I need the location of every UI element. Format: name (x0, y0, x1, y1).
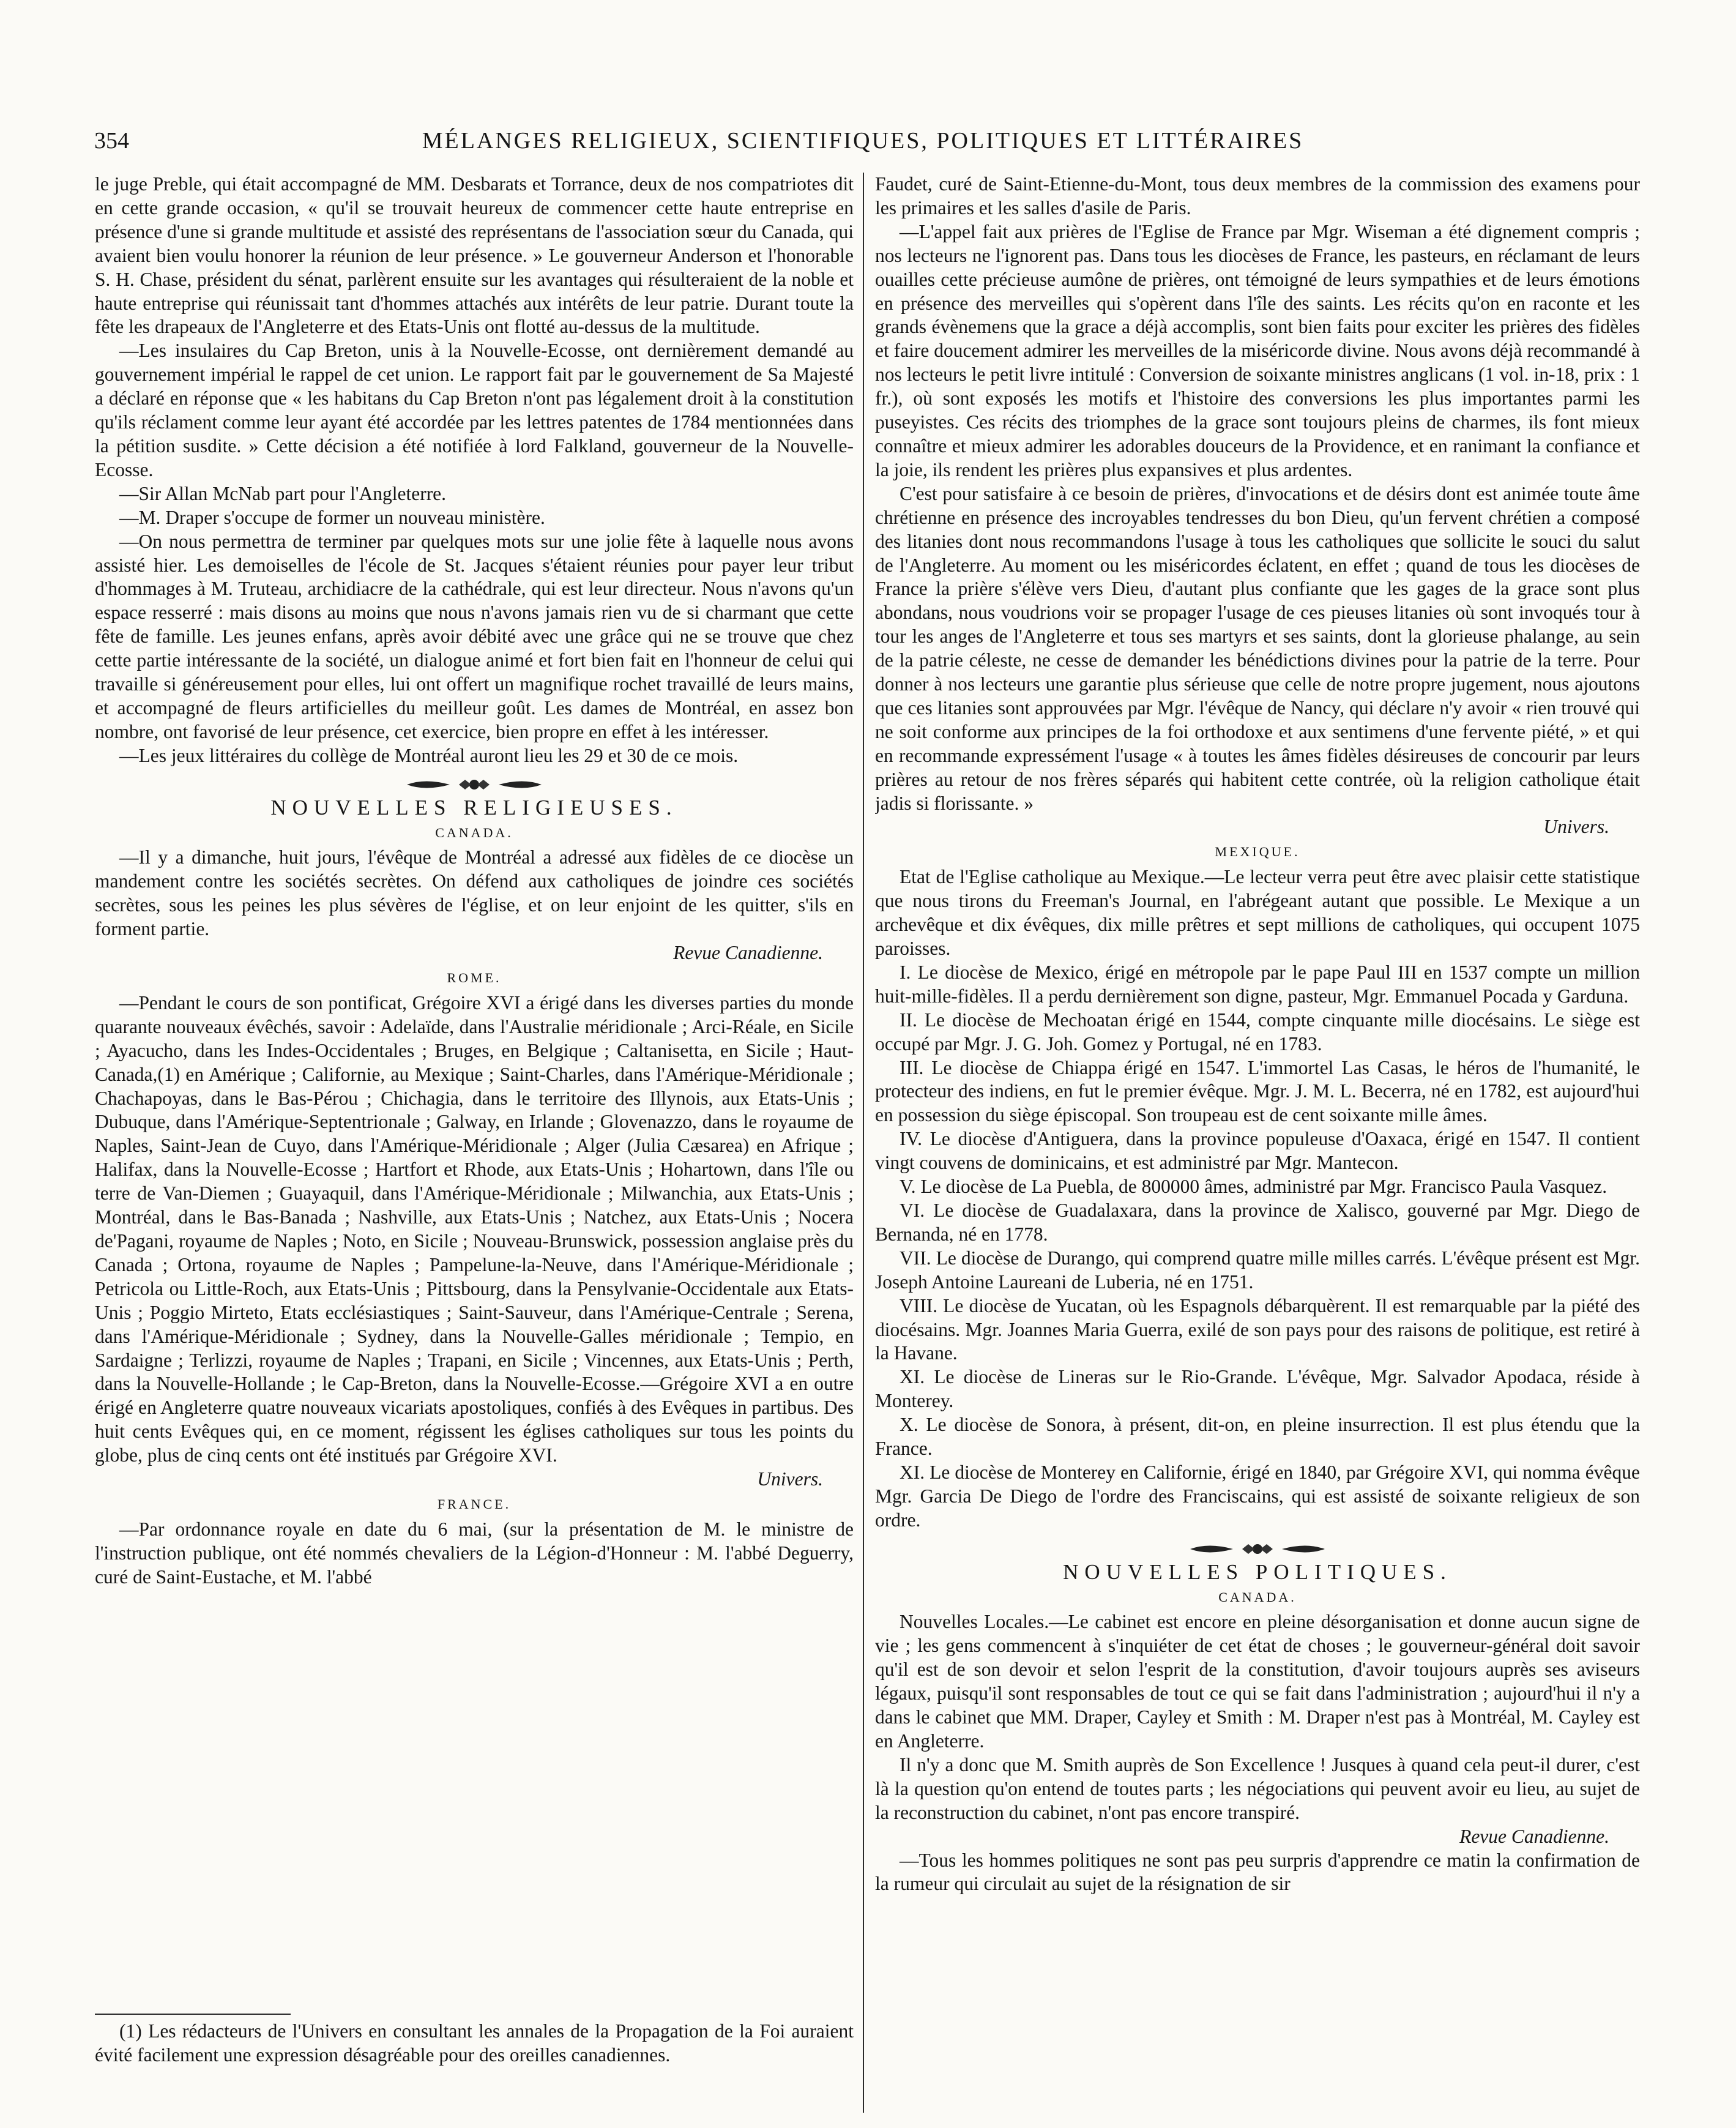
ornament-divider (401, 777, 548, 793)
sub-heading-canada: CANADA. (435, 824, 513, 840)
section-heading-nouvelles-politiques: NOUVELLES POLITIQUES. (1063, 1559, 1452, 1584)
footnote-text: (1) Les rédacteurs de l'Univers en consultant les annales de la Propagation de la Foi auraient évité facilement une expression désagréable pour des oreilles canadiennes. (95, 2020, 854, 2066)
paragraph: Nouvelles Locales.—Le cabinet est encore en pleine désorganisation et donne aucun signe de vie ; les gens commencent à s'inquiéter de cet état de choses ; le gouverneur-général doit savoir qu'il est de son devoir et selon l'esprit de la constitution, d'avoir toujours auprès ses aviseurs légaux, puisqu'il sont responsables de tout ce qui se fait dans l'administration ; aujourd'hui il n'y a dans le cabinet que MM. Draper, Cayley et Smith : M. Draper n'est pas à Montréal, M. Cayley est en Angleterre. (875, 1611, 1640, 1752)
left-column (95, 173, 854, 2003)
paragraph: Il n'y a donc que M. Smith auprès de Son Excellence ! Jusques à quand cela peut-il durer, c'est là la question qu'on entend de toutes parts ; les négociations qui peuvent avoir eu lieu, au sujet de la reconstruction du cabinet, n'ont pas encore transpiré. (875, 1753, 1640, 1823)
sub-heading-france: FRANCE. (437, 1496, 512, 1512)
diocese-entry: X. Le diocèse de Sonora, à présent, dit-on, en pleine insurrection. Il est plus étendu que la France. (875, 1414, 1640, 1460)
paragraph: —Il y a dimanche, huit jours, l'évêque de Montréal a adressé aux fidèles de ce diocèse un mandement contre les sociétés secrètes. On défend aux catholiques de joindre ces sociétés secrètes, sous les peines les plus sévères de l'église, et on leur enjoint de les quitter, s'ils en forment partie. (95, 846, 854, 940)
diocese-entry: XI. Le diocèse de Lineras sur le Rio-Grande. L'évêque, Mgr. Salvador Apodaca, réside à Monterey. (875, 1366, 1640, 1412)
diocese-entry: VI. Le diocèse de Guadalaxara, dans la province de Xalisco, gouverné par Mgr. Diego de Bernanda, né en 1778. (875, 1199, 1640, 1245)
paragraph: C'est pour satisfaire à ce besoin de prières, d'invocations et de désirs dont est animée toute âme chrétienne en présence des incroyables tendresses du bon Dieu, qu'un fervent chrétien a composé des litanies dont nous recommandons l'usage à tous les catholiques que sollicite le souci du salut de l'Angleterre. Au moment ou les miséricordes éclatent, en effet ; quand de tous les diocèses de France la prière s'élève vers Dieu, d'autant plus confiante que les gages de la grace sont plus abondans, nous voudrions voir se propager l'usage de ces pieuses litanies où sont invoqués tour à tour les anges de l'Angleterre et tous ses martyrs et ses saints, dont la glorieuse phalange, au sein de la patrie céleste, ne cesse de demander les bénédictions divines pour la patrie de la terre. Pour donner à nos lecteurs une garantie plus sérieuse que celle de notre propre jugement, nous ajoutons que ces litanies sont approuvées par Mgr. l'évêque de Nancy, qui déclare n'y avoir « rien trouvé qui ne soit conforme aux principes de la foi orthodoxe et aux sentimens d'une fervente piété, » et qui en recommande expressément l'usage « à toutes les âmes fidèles désireuses de concourir par leurs prières au retour de nos frères séparés qui habitent cette contrée, où la religion catholique était jadis si florissante. » (875, 482, 1640, 814)
diocese-entry: XI. Le diocèse de Monterey en Californie, érigé en 1840, par Grégoire XVI, qui nomma évêque Mgr. Garcia De Diego de l'ordre des Franciscains, qui est assisté de soixante religieux de son ordre. (875, 1461, 1640, 1531)
paragraph: Etat de l'Eglise catholique au Mexique.—Le lecteur verra peut être avec plaisir cette statistique que nous tirons du Freeman's Journal, en l'abrégeant autant que possible. Le Mexique a un archevêque et dix évêques, dix mille prêtres et sept millions de catholiques, qui occupent 1075 paroisses. (875, 866, 1640, 959)
source-attribution: Revue Canadienne. (673, 942, 823, 964)
paragraph: —Pendant le cours de son pontificat, Grégoire XVI a érigé dans les diverses parties du monde quarante nouveaux évêchés, savoir : Adelaïde, dans l'Australie méridionale ; Arci-Réale, en Sicile ; Ayacucho, dans les Indes-Occidentales ; Bruges, en Belgique ; Caltanisetta, en Sicile ; Haut-Canada,(1) en Amérique ; Californie, au Mexique ; Saint-Charles, dans l'Amérique-Méridionale ; Chachapoyas, dans le Bas-Pérou ; Chichagia, dans le territoire des Illynois, aux Etats-Unis ; Dubuque, dans l'Amérique-Septentrionale ; Galway, en Irlande ; Glovenazzo, dans le royaume de Naples, Saint-Jean de Cuyo, dans l'Amérique-Méridionale ; Alger (Julia Cæsarea) en Afrique ; Halifax, dans la Nouvelle-Ecosse ; Hartfort et Rhode, aux Etats-Unis ; Hohartown, dans l'île ou terre de Van-Diemen ; Guayaquil, dans l'Amérique-Méridionale ; Milwanchia, aux Etats-Unis ; Montréal, dans le Bas-Banada ; Nashville, aux Etats-Unis ; Natchez, aux Etats-Unis ; Nocera de'Pagani, royaume de Naples ; Noto, en Sicile ; Nouveau-Brunswick, possession anglaise près du Canada ; Ortona, royaume de Naples ; Pampelune-la-Neuve, dans l'Amérique-Méridionale ; Petricola ou Little-Roch, aux Etats-Unis ; Pittsbourg, dans la Pensylvanie-Occidentale aux Etats-Unis ; Poggio Mirteto, Etats ecclésiastiques ; Saint-Sauveur, dans l'Amérique-Centrale ; Serena, dans l'Amérique-Méridionale ; Sydney, dans la Nouvelle-Galles méridionale ; Tempio, en Sardaigne ; Terlizzi, royaume de Naples ; Trapani, en Sicile ; Vincennes, aux Etats-Unis ; Perth, dans la Nouvelle-Hollande ; le Cap-Breton, dans la Nouvelle-Ecosse.—Grégoire XVI a en outre érigé en Angleterre quatre nouveaux vicariats apostoliques, confiés à des Evêques in partibus. Des huit cents Evêques qui, en ce moment, régissent les églises catholiques sur tous les points du globe, plus de cinq cents ont été institués par Grégoire XVI. (95, 991, 854, 1466)
diocese-entry: III. Le diocèse de Chiappa érigé en 1547. L'immortel Las Casas, le héros de l'humanité, le protecteur des indiens, en fut le premier évêque. Mgr. J. M. L. Becerra, né en 1782, est aujourd'hui en possession du siège épiscopal. Son troupeau est de cent soixante mille âmes. (875, 1056, 1640, 1126)
diocese-entry: V. Le diocèse de La Puebla, de 800000 âmes, administré par Mgr. Francisco Paula Vasquez. (900, 1176, 1607, 1198)
paragraph: le juge Preble, qui était accompagné de MM. Desbarats et Torrance, deux de nos compatriotes dit en cette grande occasion, « qu'il se trouvait heureux de commencer cette haute entreprise en présence d'une si grande multitude et assisté des représentans de l'association sœur du Canada, qui avaient bien voulu honorer la réunion de leur présence. » Le gouverneur Anderson et l'honorable S. H. Chase, président du sénat, parlèrent ensuite sur les avantages qui résulteraient de la noble et haute entreprise qui réunissait tant d'hommes attachés aux intérêts de leur patrie. Durant toute la fête les drapeaux de l'Angleterre et des Etats-Unis ont flotté au-dessus de la multitude. (95, 173, 854, 338)
paragraph: —On nous permettra de terminer par quelques mots sur une jolie fête à laquelle nous avons assisté hier. Les demoiselles de l'école de St. Jacques s'étaient réunies pour payer leur tribut d'hommages à M. Truteau, archidiacre de la cathédrale, qui est leur directeur. Nous n'avons qu'un espace resserré : mais disons au moins que nous n'avons jamais rien vu de si charmant que cette fête de famille. Les jeunes enfans, après avoir débité avec une grâce qui ne se trouve que chez cette partie intéressante de la société, un dialogue animé et fort bien fait en l'honneur de celui qui travaille si généreusement pour elles, lui ont offert un magnifique rochet travaillé de leurs mains, et accompagné de fleurs artificielles du meilleur goût. Les dames de Montréal, en assez bon nombre, ont favorisé de leur présence, cet exercice, bien propre en effet à les intéresser. (95, 530, 854, 742)
paragraph: —Par ordonnance royale en date du 6 mai, (sur la présentation de M. le ministre de l'instruction publique, ont été nommés chevaliers de la Légion-d'Honneur : M. l'abbé Deguerry, curé de Saint-Eustache, et M. l'abbé (95, 1518, 854, 1588)
column-rule (863, 173, 864, 2113)
paragraph: —Les insulaires du Cap Breton, unis à la Nouvelle-Ecosse, ont dernièrement demandé au gouvernement impérial le rappel de cet union. Le rapport fait par le gouvernement de Sa Majesté a déclaré en réponse que « les habitans du Cap Breton n'ont pas légalement droit à la constitution qu'ils réclament comme leur ayant été accordée par les lettres patentes de 1784 mentionnées dans la pétition susdite. » Cette décision a été notifiée à lord Falkland, gouverneur de la Nouvelle-Ecosse. (95, 340, 854, 480)
source-attribution: Univers. (757, 1468, 823, 1490)
footnote-rule (95, 2014, 291, 2015)
diocese-entry: VIII. Le diocèse de Yucatan, où les Espagnols débarquèrent. Il est remarquable par la piété des diocésains. Mgr. Joannes Maria Guerra, exilé de son pays pour des raisons de politique, est retiré à la Havane. (875, 1294, 1640, 1364)
page-number: 354 (94, 128, 129, 154)
paragraph: —L'appel fait aux prières de l'Eglise de France par Mgr. Wiseman a été dignement compris ; nos lecteurs ne l'ignorent pas. Dans tous les diocèses de France, les pasteurs, en réclamant de leurs ouailles cette précieuse aumône de prières, ont témoigné de leurs sympathies et de leurs émotions en présence des merveilles qui s'opèrent dans l'île des saints. Les récits qu'on en raconte et les grands évènemens que la grace a déjà accomplis, sont bien faits pour exciter les prières des fidèles et faire doucement admirer les merveilles de la miséricorde divine. Nous avons déjà recommandé à nos lecteurs le petit livre intitulé : Conversion de soixante ministres anglicans (1 vol. in-18, prix : 1 fr.), où sont exposés les motifs et l'histoire des conversions les plus importantes parmi les puseyistes. Ces récits des triomphes de la grace sont toujours pleins de charmes, ils font mieux connaître et mieux admirer les adorables douceurs de la Providence, et en ranimant la confiance et la joie, ils rendent les prières plus expansives et plus ardentes. (875, 220, 1640, 480)
paragraph: Faudet, curé de Saint-Etienne-du-Mont, tous deux membres de la commission des examens pour les primaires et les salles d'asile de Paris. (875, 173, 1640, 218)
paragraph: —M. Draper s'occupe de former un nouveau ministère. (119, 506, 545, 528)
sub-heading-canada: CANADA. (1218, 1589, 1297, 1605)
running-title: MÉLANGES RELIGIEUX, SCIENTIFIQUES, POLITIQUES ET LITTÉRAIRES (422, 128, 1304, 154)
diocese-entry: IV. Le diocèse d'Antiguera, dans la province populeuse d'Oaxaca, érigé en 1547. Il contient vingt couvens de dominicains, et est administré par Mgr. Mantecon. (875, 1128, 1640, 1174)
paragraph: —Sir Allan McNab part pour l'Angleterre. (119, 482, 447, 504)
ornament-divider (1184, 1541, 1331, 1557)
source-attribution: Univers. (1543, 816, 1609, 838)
sub-heading-mexique: MEXIQUE. (1215, 844, 1300, 860)
diocese-entry: II. Le diocèse de Mechoatan érigé en 1544, compte cinquante mille diocésains. Le siège est occupé par Mgr. J. G. Joh. Gomez y Portugal, né en 1783. (875, 1009, 1640, 1055)
diocese-entry: VII. Le diocèse de Durango, qui comprend quatre mille milles carrés. L'évêque présent est Mgr. Joseph Antoine Laureani de Luberia, né en 1751. (875, 1247, 1640, 1293)
paragraph: —Tous les hommes politiques ne sont pas peu surpris d'apprendre ce matin la confirmation de la rumeur qui circulait au sujet de la résignation de sir (875, 1849, 1640, 1895)
page-header (86, 127, 1640, 164)
sub-heading-rome: ROME. (447, 970, 502, 985)
section-heading-nouvelles-religieuses: NOUVELLES RELIGIEUSES. (270, 795, 678, 819)
source-attribution: Revue Canadienne. (1459, 1825, 1609, 1847)
footnote (95, 2020, 854, 2067)
paragraph: —Les jeux littéraires du collège de Montréal auront lieu les 29 et 30 de ce mois. (119, 744, 739, 766)
diocese-entry: I. Le diocèse de Mexico, érigé en métropole par le pape Paul III en 1537 compte un million huit-mille-fidèles. Il a perdu dernièrement son digne, pasteur, Mgr. Emmanuel Pocada y Garduna. (875, 961, 1640, 1007)
right-column (875, 173, 1640, 2107)
